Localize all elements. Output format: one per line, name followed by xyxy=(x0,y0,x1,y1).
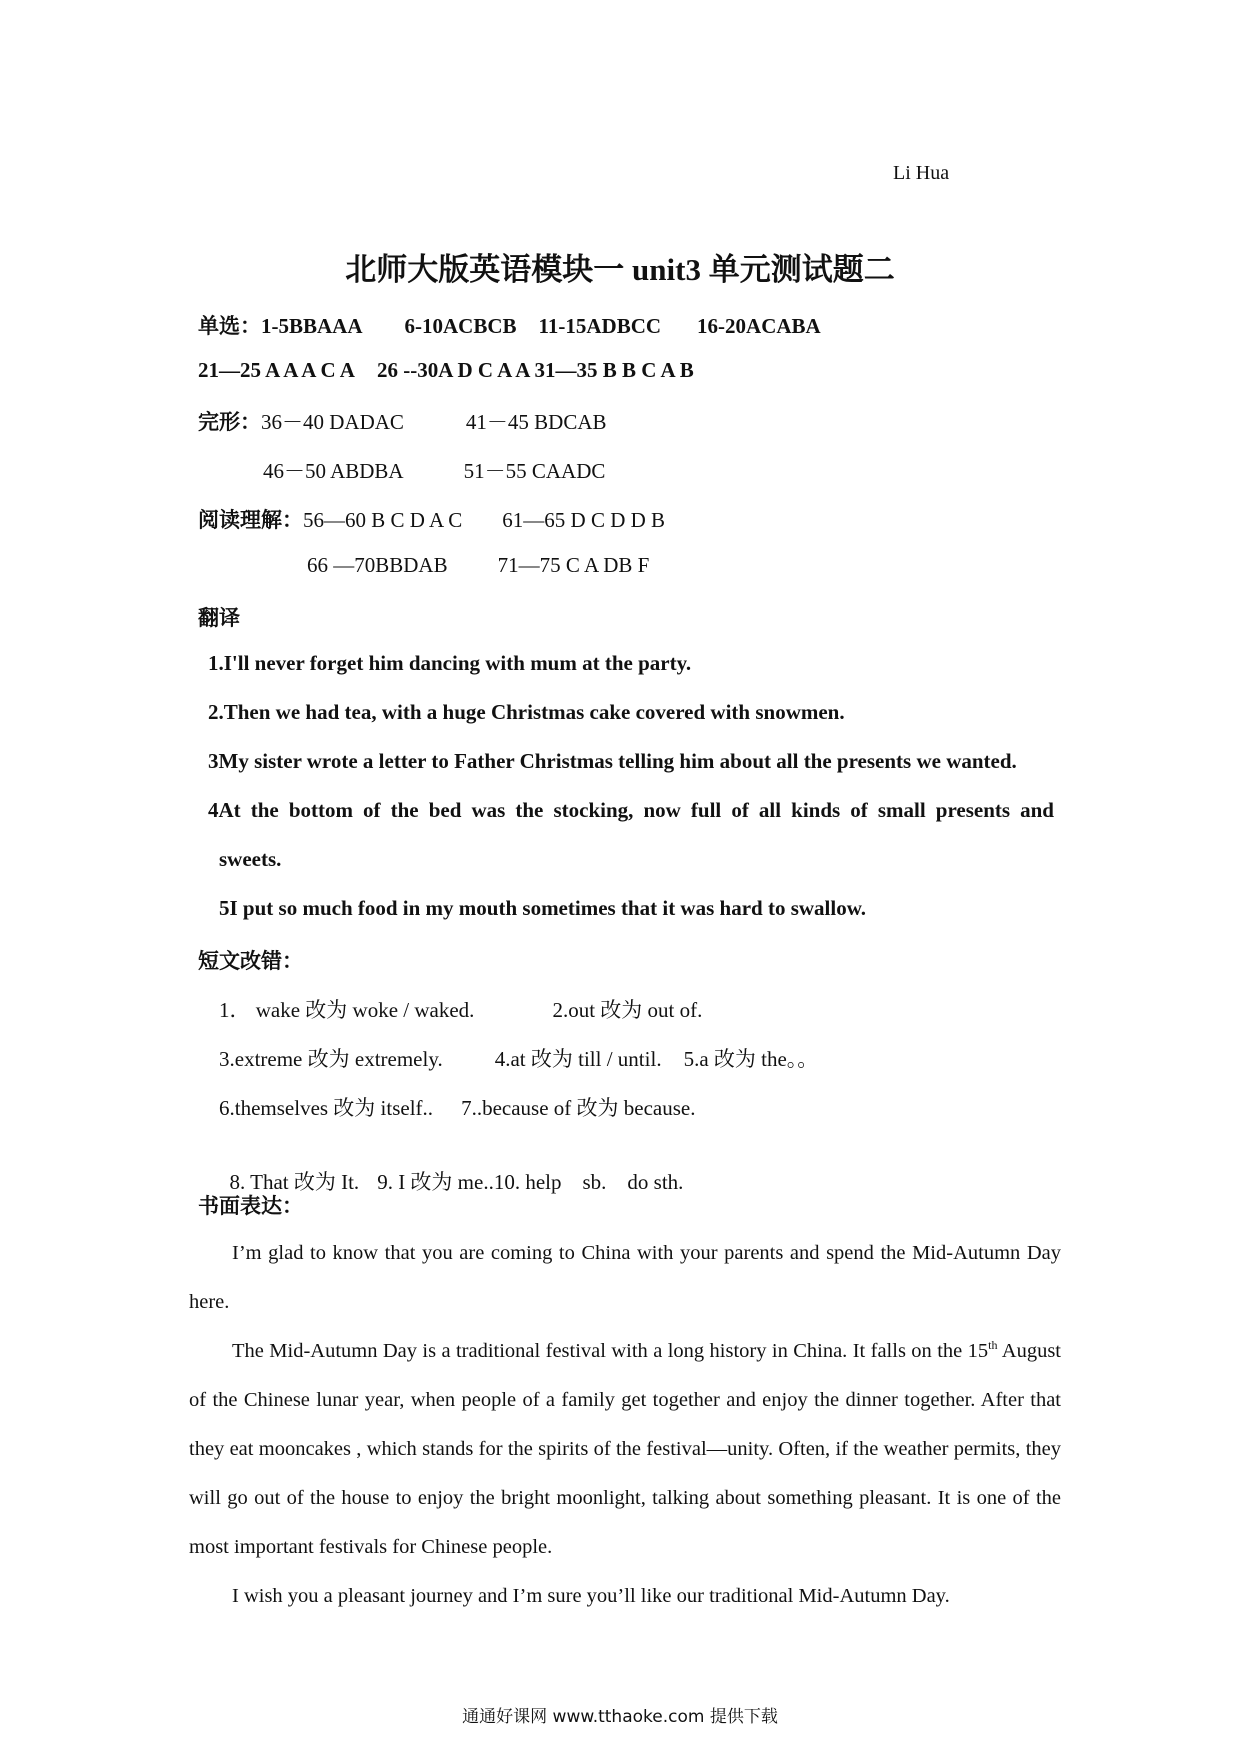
correction-item: 9. I 改为 me..10. help sb. do sth. xyxy=(377,1170,684,1194)
reading-answer: 56—60 B C D A C xyxy=(303,508,463,532)
mc-row-1 xyxy=(198,310,821,340)
writing-paragraph-2 xyxy=(189,1327,1061,1572)
mc-answer: 21—25 A A A C A xyxy=(198,358,355,382)
translation-sentence: 2.Then we had tea, with a huge Christmas cake covered with snowmen. xyxy=(208,700,845,724)
mc-answer: 26 --30A D C A A 31—35 B B C A B xyxy=(376,358,694,382)
correction-item: 6.themselves 改为 itself.. xyxy=(219,1096,434,1120)
correction-label: 短文改错： xyxy=(198,949,303,973)
reading-row-2 xyxy=(307,553,649,578)
mc-row-2 xyxy=(198,358,694,383)
ordinal-suffix: th xyxy=(988,1338,998,1353)
writing-paragraph-2-rest: August of the Chinese lunar year, when people of a family get together and enjoy the dinner together. After that they eat mooncakes , which stands for the spirits of the festival—unity. Often, if the weather permits, they will go out of the house to enjoy the bright moonlight, talking about something pleasant. It is one of the most important festivals for Chinese people. xyxy=(189,1340,1061,1558)
cloze-answer: 36－40 DADAC xyxy=(261,410,404,434)
mc-answer: 16-20ACABA xyxy=(697,314,821,338)
correction-row xyxy=(219,1141,683,1196)
reading-answer: 66 —70BBDAB xyxy=(307,553,448,577)
cloze-row-2 xyxy=(263,455,605,485)
correction-item: 5.a 改为 the。。 xyxy=(683,1047,819,1071)
mc-answer: 11-15ADBCC xyxy=(538,314,662,338)
mc-label: 单选： xyxy=(198,314,261,338)
translation-sentence: 5I put so much food in my mouth sometimes that it was hard to swallow. xyxy=(219,896,866,920)
writing-paragraph-1: I’m glad to know that you are coming to China with your parents and spend the Mid-Autumn Day here. xyxy=(189,1242,1061,1313)
correction-row xyxy=(219,1092,695,1122)
cloze-row-1 xyxy=(198,406,607,436)
cloze-answer: 51－55 CAADC xyxy=(463,459,606,483)
reading-answer: 61—65 D C D D B xyxy=(502,508,666,532)
correction-row xyxy=(219,994,702,1024)
reading-label: 阅读理解： xyxy=(198,508,303,532)
translation-label: 翻译 xyxy=(198,606,240,630)
cloze-label: 完形： xyxy=(198,410,261,434)
translation-sentence: 4At the bottom of the bed was the stocking, now full of all kinds of small presents and xyxy=(208,798,1054,822)
translation-sentence: 1.I'll never forget him dancing with mum at the party. xyxy=(208,651,692,675)
correction-item: 3.extreme 改为 extremely. xyxy=(219,1047,443,1071)
translation-sentence: 3My sister wrote a letter to Father Christmas telling him about all the presents we wanted. xyxy=(208,749,1017,773)
writing-label: 书面表达： xyxy=(198,1194,303,1218)
translation-sentence-cont: sweets. xyxy=(219,847,282,871)
page-title: 北师大版英语模块一 unit3 单元测试题二 xyxy=(345,252,895,287)
author-name: Li Hua xyxy=(893,162,950,184)
footer-credit: 通通好课网 www.tthaoke.com 提供下载 xyxy=(462,1707,778,1727)
mc-answer: 6-10ACBCB xyxy=(404,314,517,338)
correction-item: 7..because of 改为 because. xyxy=(461,1096,696,1120)
writing-paragraph-2-start: The Mid-Autumn Day is a traditional festival with a long history in China. It falls on the 15 xyxy=(232,1340,989,1362)
correction-row xyxy=(219,1043,818,1073)
reading-answer: 71—75 C A DB F xyxy=(497,553,650,577)
correction-item: 8. That 改为 It. xyxy=(229,1170,360,1194)
reading-row-1 xyxy=(198,504,665,534)
mc-answer: 1-5BBAAA xyxy=(261,314,363,338)
correction-item: 4.at 改为 till / until. xyxy=(494,1047,662,1071)
cloze-answer: 41－45 BDCAB xyxy=(465,410,607,434)
cloze-answer: 46－50 ABDBA xyxy=(263,459,404,483)
writing-paragraph-3: I wish you a pleasant journey and I’m sure you’ll like our traditional Mid-Autumn Day. xyxy=(232,1585,950,1607)
correction-item: 1． wake 改为 woke / waked. xyxy=(219,998,475,1022)
correction-item: 2.out 改为 out of. xyxy=(552,998,703,1022)
